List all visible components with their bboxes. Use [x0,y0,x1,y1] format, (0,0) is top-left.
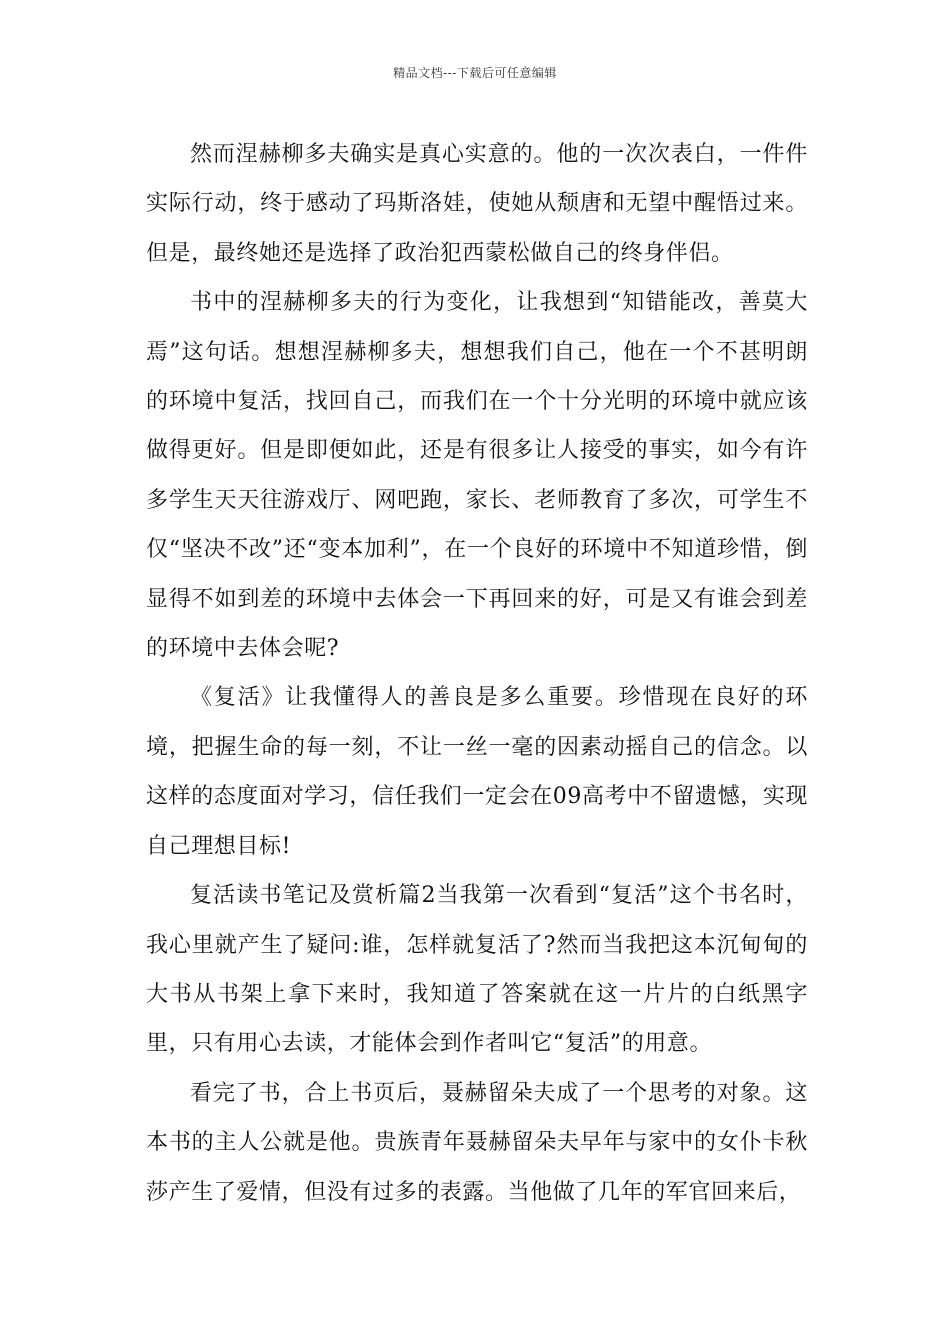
paragraph: 书中的涅赫柳多夫的行为变化，让我想到“知错能改，善莫大焉”这句话。想想涅赫柳多夫，想想我们自己，他在一个不甚明朗的环境中复活，找回自己，而我们在一个十分光明的环境中就应该做得更好。但是即便如此，还是有很多让人接受的事实，如今有许多学生天天往游戏厅、网吧跑，家长、老师教育了多次，可学生不仅“坚决不改”还“变本加利”，在一个良好的环境中不知道珍惜，倒显得不如到差的环境中去体会一下再回来的好，可是又有谁会到差的环境中去体会呢? [146,290,808,662]
paragraph: 复活读书笔记及赏析篇2当我第一次看到“复活”这个书名时，我心里就产生了疑问:谁，怎样就复活了?然而当我把这本沉甸甸的大书从书架上拿下来时，我知道了答案就在这一片片的白纸黑字里，只有用心去读，才能体会到作者叫它“复活”的用意。 [146,883,808,1057]
paragraph: 然而涅赫柳多夫确实是真心实意的。他的一次次表白，一件件实际行动，终于感动了玛斯洛娃，使她从颓唐和无望中醒悟过来。但是，最终她还是选择了政治犯西蒙松做自己的终身伴侣。 [146,142,808,266]
page-header: 精品文档---下载后可任意编辑 [393,66,557,80]
document-body [146,130,808,1217]
paragraph: 看完了书，合上书页后，聂赫留朵夫成了一个思考的对象。这本书的主人公就是他。贵族青年聂赫留朵夫早年与家中的女仆卡秋莎产生了爱情，但没有过多的表露。当他做了几年的军官回来后， [146,1080,808,1205]
paragraph: 《复活》让我懂得人的善良是多么重要。珍惜现在良好的环境，把握生命的每一刻，不让一丝一毫的因素动摇自己的信念。以这样的态度面对学习，信任我们一定会在09高考中不留遗憾，实现自己理想目标! [146,685,808,859]
